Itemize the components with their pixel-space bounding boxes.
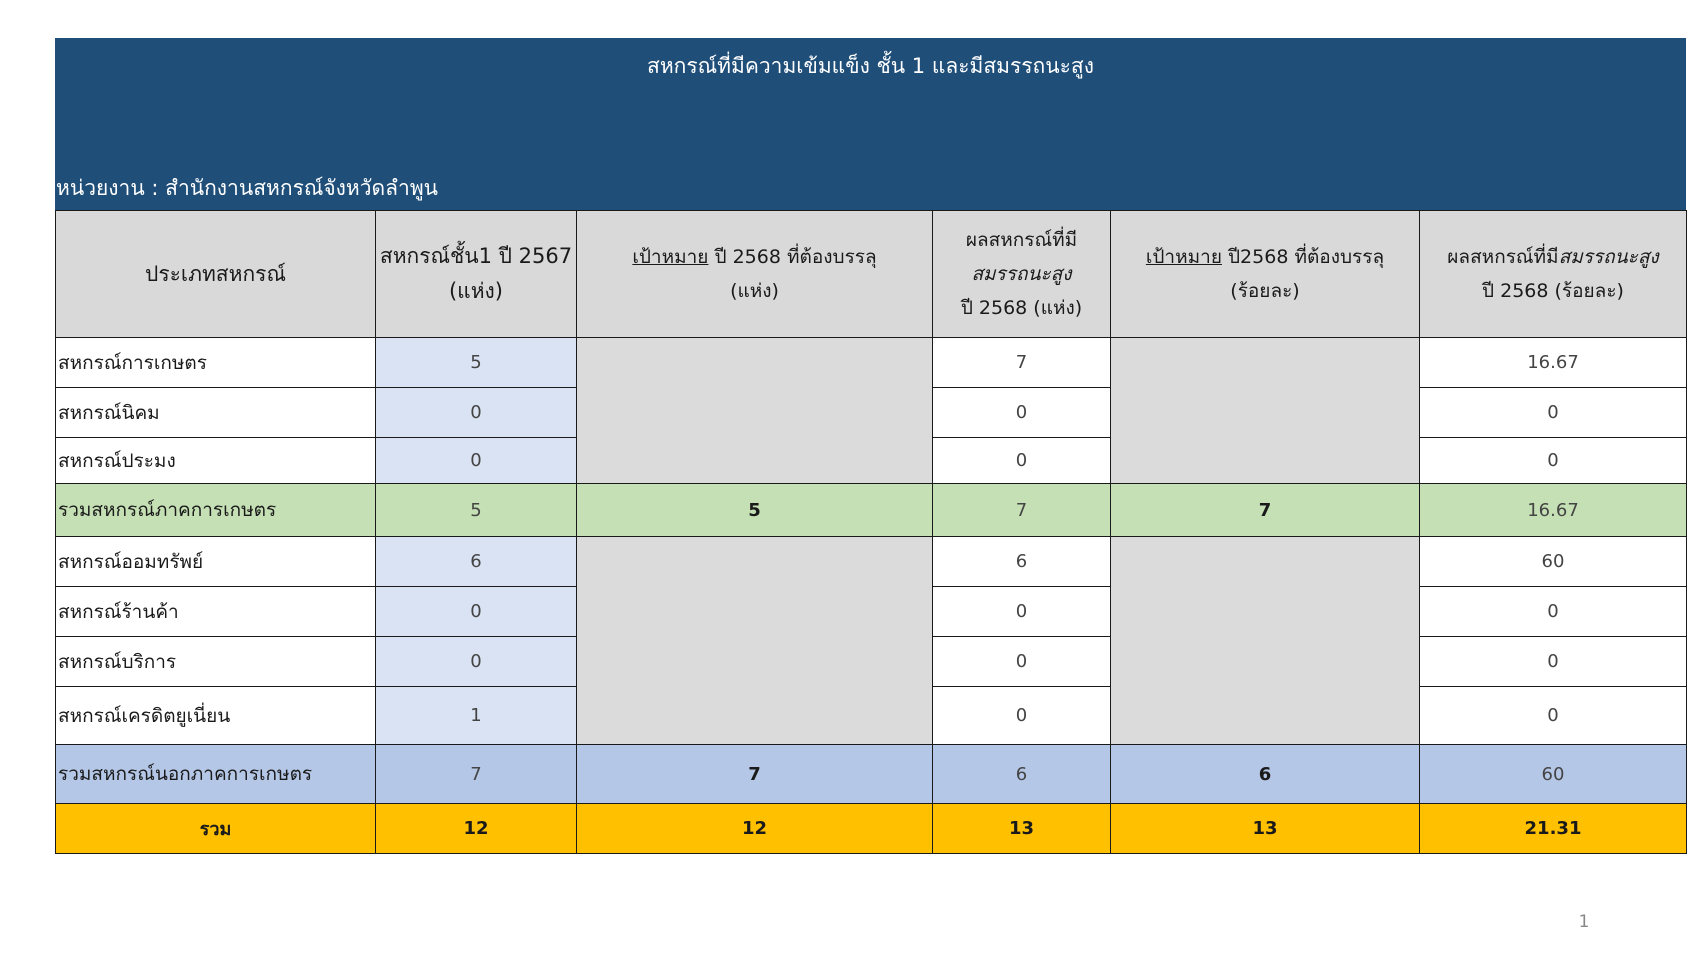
nonagri-subtotal-row [56, 745, 1687, 804]
header-target-count: เป้าหมาย ปี 2568 ที่ต้องบรรลุ (แห่ง) [577, 211, 933, 338]
row-label: สหกรณ์ร้านค้า [56, 587, 376, 637]
total-row [56, 804, 1687, 854]
target-count-cell: 7 [577, 745, 933, 804]
row-label: สหกรณ์ประมง [56, 438, 376, 484]
table-row [56, 338, 1687, 388]
target-count-cell: 5 [577, 484, 933, 537]
result-pct-cell: 60 [1420, 745, 1687, 804]
header-target-pct: เป้าหมาย ปี2568 ที่ต้องบรรลุ (ร้อยละ) [1111, 211, 1420, 338]
result-pct-cell: 0 [1420, 388, 1687, 438]
class1-cell: 0 [376, 637, 577, 687]
result-count-cell: 0 [933, 388, 1111, 438]
row-label: สหกรณ์ออมทรัพย์ [56, 537, 376, 587]
result-count-cell: 0 [933, 687, 1111, 745]
result-pct-cell: 0 [1420, 438, 1687, 484]
page-number: 1 [1578, 912, 1590, 932]
target-pct-cell: 13 [1111, 804, 1420, 854]
row-label: รวมสหกรณ์นอกภาคการเกษตร [56, 745, 376, 804]
class1-cell: 0 [376, 587, 577, 637]
result-pct-cell: 0 [1420, 687, 1687, 745]
result-pct-cell: 0 [1420, 587, 1687, 637]
row-label: สหกรณ์การเกษตร [56, 338, 376, 388]
class1-cell: 12 [376, 804, 577, 854]
class1-cell: 6 [376, 537, 577, 587]
header-result-pct: ผลสหกรณ์ที่มีสมรรถนะสูง ปี 2568 (ร้อยละ) [1420, 211, 1687, 338]
row-label: สหกรณ์เครดิตยูเนี่ยน [56, 687, 376, 745]
target-pct-cell: 6 [1111, 745, 1420, 804]
result-count-cell: 6 [933, 745, 1111, 804]
result-count-cell: 6 [933, 537, 1111, 587]
target-count-merged-blank [577, 537, 933, 745]
header-row [56, 211, 1687, 338]
page-title: สหกรณ์ที่มีความเข้มแข็ง ชั้น 1 และมีสมรรถนะสูง [647, 54, 1094, 78]
class1-cell: 7 [376, 745, 577, 804]
target-count-cell: 12 [577, 804, 933, 854]
class1-cell: 1 [376, 687, 577, 745]
header-class1: สหกรณ์ชั้น1 ปี 2567 (แห่ง) [376, 211, 577, 338]
target-pct-cell: 7 [1111, 484, 1420, 537]
row-label: สหกรณ์นิคม [56, 388, 376, 438]
result-count-cell: 0 [933, 438, 1111, 484]
result-pct-cell: 16.67 [1420, 338, 1687, 388]
result-count-cell: 7 [933, 484, 1111, 537]
class1-cell: 5 [376, 484, 577, 537]
class1-cell: 0 [376, 388, 577, 438]
target-pct-merged-blank [1111, 537, 1420, 745]
class1-cell: 0 [376, 438, 577, 484]
cooperative-table [55, 210, 1687, 854]
organization-label: หน่วยงาน : สำนักงานสหกรณ์จังหวัดลำพูน [56, 176, 439, 200]
title-banner [55, 38, 1686, 210]
row-label: รวมสหกรณ์ภาคการเกษตร [56, 484, 376, 537]
result-pct-cell: 0 [1420, 637, 1687, 687]
header-type: ประเภทสหกรณ์ [56, 211, 376, 338]
target-count-merged-blank [577, 338, 933, 484]
agri-subtotal-row [56, 484, 1687, 537]
result-count-cell: 0 [933, 587, 1111, 637]
result-pct-cell: 21.31 [1420, 804, 1687, 854]
class1-cell: 5 [376, 338, 577, 388]
header-result-count: ผลสหกรณ์ที่มี สมรรถนะสูง ปี 2568 (แห่ง) [933, 211, 1111, 338]
target-pct-merged-blank [1111, 338, 1420, 484]
result-count-cell: 13 [933, 804, 1111, 854]
result-count-cell: 7 [933, 338, 1111, 388]
result-pct-cell: 16.67 [1420, 484, 1687, 537]
total-label: รวม [56, 804, 376, 854]
result-count-cell: 0 [933, 637, 1111, 687]
result-pct-cell: 60 [1420, 537, 1687, 587]
row-label: สหกรณ์บริการ [56, 637, 376, 687]
table-row [56, 537, 1687, 587]
